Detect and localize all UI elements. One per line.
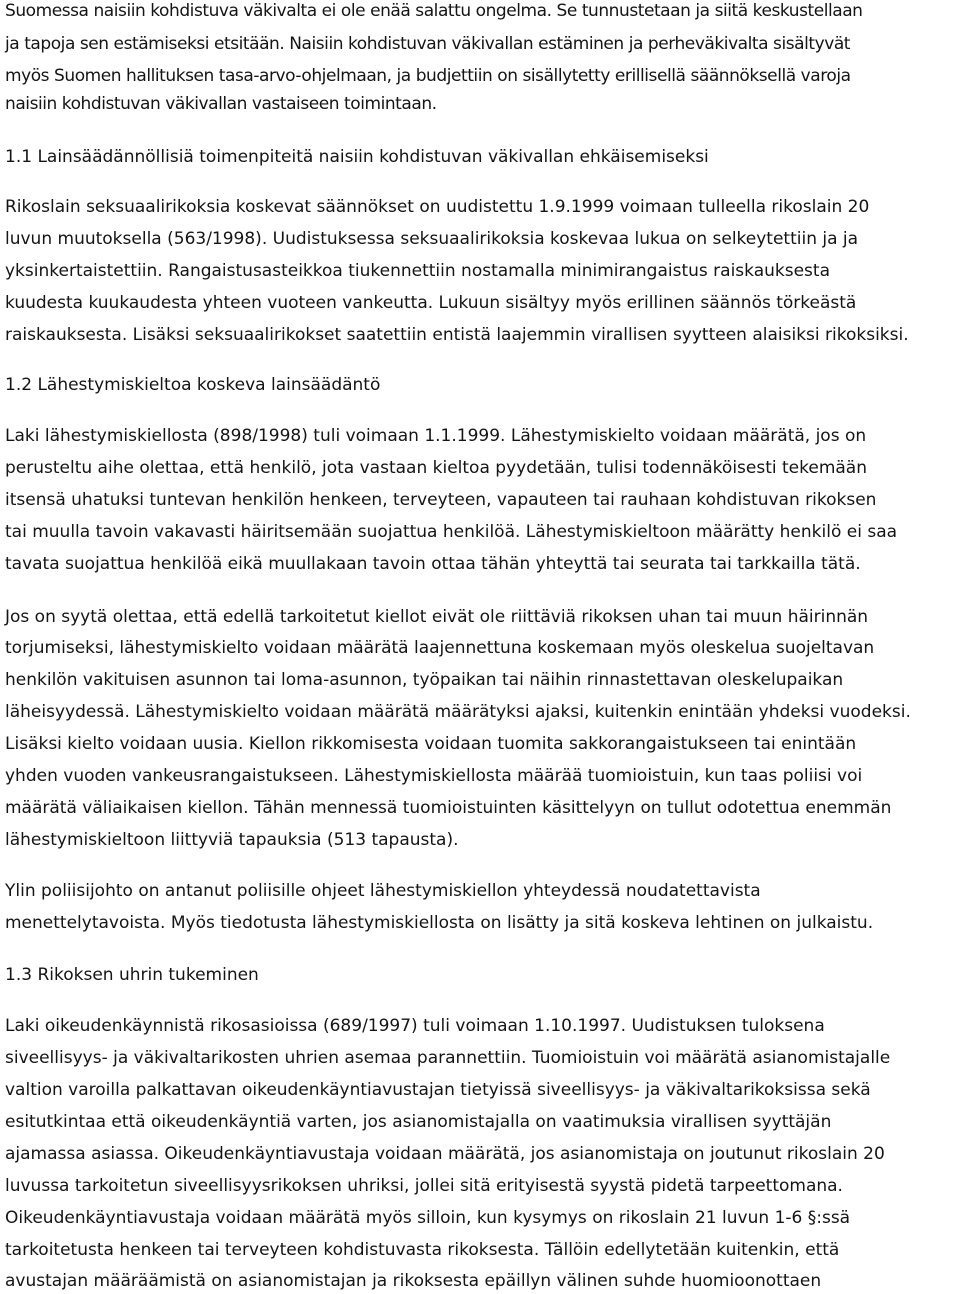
section-heading: 1.2 Lähestymiskieltoa koskeva lainsäädäntö bbox=[5, 375, 381, 395]
text-line: Rikoslain seksuaalirikoksia koskevat säännökset on uudistettu 1.9.1999 voimaan tulleella rikoslain 20 bbox=[5, 197, 870, 217]
text-line: kuudesta kuukaudesta yhteen vuoteen vankeutta. Lukuun sisältyy myös erillinen säännös törkeästä bbox=[5, 293, 857, 313]
text-line: raiskauksesta. Lisäksi seksuaalirikokset saatettiin entistä laajemmin virallisen syytteen alaisiksi rikoksiksi. bbox=[5, 325, 909, 345]
text-line: tavata suojattua henkilöä eikä muullakaan tavoin ottaa tähän yhteyttä tai seurata tai tarkkailla tätä. bbox=[5, 554, 861, 574]
text-line: Ylin poliisijohto on antanut poliisille ohjeet lähestymiskiellon yhteydessä noudatettavista bbox=[5, 881, 761, 901]
section-heading: 1.1 Lainsäädännöllisiä toimenpiteitä naisiin kohdistuvan väkivallan ehkäisemiseksi bbox=[5, 147, 709, 167]
text-line: Jos on syytä olettaa, että edellä tarkoitetut kiellot eivät ole riittäviä rikoksen uhan tai muun häirinnän bbox=[5, 607, 869, 627]
text-line: Laki lähestymiskiellosta (898/1998) tuli voimaan 1.1.1999. Lähestymiskielto voidaan määrätä, jos on bbox=[5, 426, 867, 446]
text-line: perusteltu aihe olettaa, että henkilö, jota vastaan kieltoa pyydetään, tulisi todennäköisesti tekemään bbox=[5, 458, 867, 478]
section-heading: 1.3 Rikoksen uhrin tukeminen bbox=[5, 965, 259, 985]
text-line: itsensä uhatuksi tuntevan henkilön henkeen, terveyteen, vapauteen tai rauhaan kohdistuvan rikoksen bbox=[5, 490, 877, 510]
text-line: naisiin kohdistuvan väkivallan vastaiseen toimintaan. bbox=[5, 94, 437, 114]
text-line: Oikeudenkäyntiavustaja voidaan määrätä myös silloin, kun kysymys on rikoslain 21 luvun 1-6 §:ssä bbox=[5, 1208, 851, 1228]
text-line: tai muulla tavoin vakavasti häiritsemään suojattua henkilöä. Lähestymiskieltoon määrätty henkilö ei saa bbox=[5, 522, 898, 542]
text-line: henkilön vakituisen asunnon tai loma-asunnon, työpaikan tai näihin rinnastettavan oleskelupaikan bbox=[5, 670, 844, 690]
text-line: luvussa tarkoitetun siveellisyysrikoksen uhriksi, jollei sitä erityisestä syystä pidetä tarpeettomana. bbox=[5, 1176, 843, 1196]
text-line: lähestymiskieltoon liittyviä tapauksia (513 tapausta). bbox=[5, 830, 459, 850]
text-line: avustajan määräämistä on asianomistajan ja rikoksesta epäillyn välinen suhde huomioonottaen bbox=[5, 1271, 822, 1291]
text-line: Suomessa naisiin kohdistuva väkivalta ei ole enää salattu ongelma. Se tunnustetaan ja siitä keskustellaan bbox=[5, 1, 863, 21]
text-line: myös Suomen hallituksen tasa-arvo-ohjelmaan, ja budjettiin on sisällytetty erillisellä säännöksellä varoja bbox=[5, 66, 851, 86]
text-line: yksinkertaistettiin. Rangaistusasteikkoa tiukennettiin nostamalla minimirangaistus raiskauksesta bbox=[5, 261, 830, 281]
text-line: luvun muutoksella (563/1998). Uudistuksessa seksuaalirikoksia koskevaa lukua on selkeytettiin ja ja bbox=[5, 229, 859, 249]
text-line: siveellisyys- ja väkivaltarikosten uhrien asemaa parannettiin. Tuomioistuin voi määrätä asianomistajalle bbox=[5, 1048, 891, 1068]
text-line: esitutkintaa että oikeudenkäyntiä varten, jos asianomistajalla on vaatimuksia virallisen syyttäjän bbox=[5, 1112, 832, 1132]
text-line: läheisyydessä. Lähestymiskielto voidaan määrätä määrätyksi ajaksi, kuitenkin enintään yhdeksi vuodeksi. bbox=[5, 702, 911, 722]
text-line: Lisäksi kielto voidaan uusia. Kiellon rikkomisesta voidaan tuomita sakkorangaistukseen tai enintään bbox=[5, 734, 857, 754]
text-line: Laki oikeudenkäynnistä rikosasioissa (689/1997) tuli voimaan 1.10.1997. Uudistuksen tuloksena bbox=[5, 1016, 825, 1036]
text-line: ajamassa asiassa. Oikeudenkäyntiavustaja voidaan määrätä, jos asianomistaja on joutunut rikoslain 20 bbox=[5, 1144, 885, 1164]
text-line: määrätä väliaikaisen kiellon. Tähän mennessä tuomioistuinten käsittelyyn on tullut odotettua enemmän bbox=[5, 798, 892, 818]
text-line: menettelytavoista. Myös tiedotusta lähestymiskiellosta on lisätty ja sitä koskeva lehtinen on julkaistu. bbox=[5, 913, 874, 933]
text-line: yhden vuoden vankeusrangaistukseen. Lähestymiskiellosta määrää tuomioistuin, kun taas poliisi voi bbox=[5, 766, 863, 786]
text-line: valtion varoilla palkattavan oikeudenkäyntiavustajan tietyissä siveellisyys- ja väkivaltarikoksissa sekä bbox=[5, 1080, 871, 1100]
text-line: ja tapoja sen estämiseksi etsitään. Naisiin kohdistuvan väkivallan estäminen ja perheväkivalta sisältyvät bbox=[5, 34, 851, 54]
text-line: tarkoitetusta henkeen tai terveyteen kohdistuvasta rikoksesta. Tällöin edellytetään kuitenkin, että bbox=[5, 1240, 840, 1260]
text-line: torjumiseksi, lähestymiskielto voidaan määrätä laajennettuna koskemaan myös oleskelua suojeltavan bbox=[5, 638, 875, 658]
